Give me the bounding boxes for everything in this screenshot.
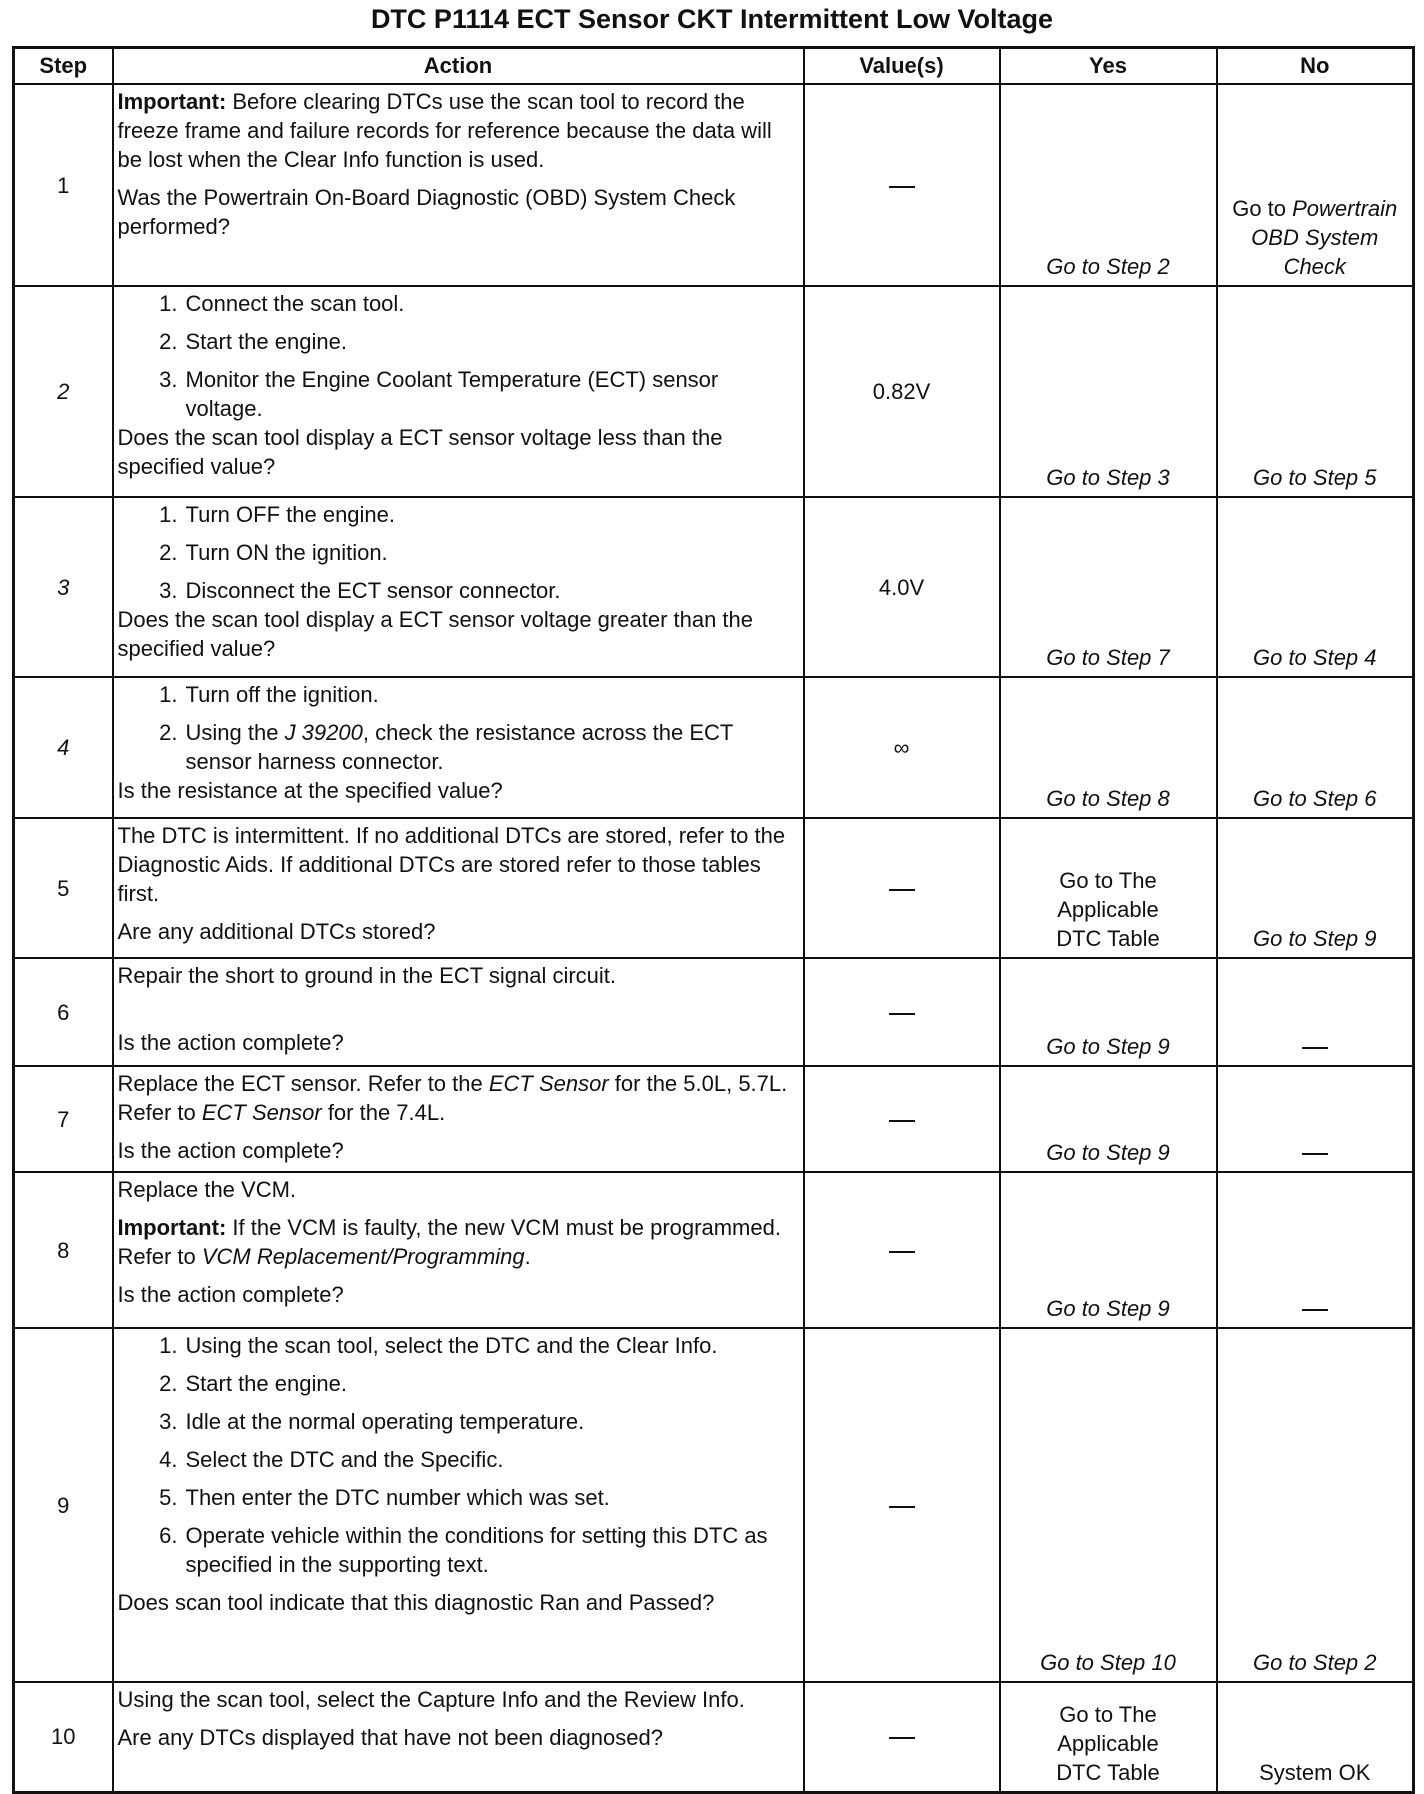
step-number: 3	[14, 497, 113, 677]
yes-cell: Go to Step 9	[1000, 1066, 1217, 1172]
table-row	[14, 1682, 1414, 1792]
action-steps	[118, 500, 799, 605]
action-cell	[113, 84, 804, 286]
table-row	[14, 958, 1414, 1066]
table-row	[14, 497, 1414, 677]
yes-cell: Go to The Applicable DTC Table	[1000, 818, 1217, 958]
value-cell: 0.82V	[804, 286, 1000, 497]
table-row	[14, 677, 1414, 818]
no-cell: Go to Powertrain OBD System Check	[1217, 84, 1414, 286]
action-question: Does the scan tool display a ECT sensor voltage less than the specified value?	[117, 425, 723, 479]
action-question: Is the action complete?	[117, 1138, 344, 1163]
action-question: Does scan tool indicate that this diagnostic Ran and Passed?	[117, 1590, 715, 1615]
no-cell	[1217, 1172, 1414, 1328]
no-cell: Go to Step 9	[1217, 818, 1414, 958]
empty-dash	[889, 1251, 915, 1253]
value-cell: ∞	[804, 677, 1000, 818]
empty-dash	[1302, 1047, 1328, 1049]
action-text: Replace the VCM.	[117, 1177, 297, 1202]
value-cell: 4.0V	[804, 497, 1000, 677]
empty-dash	[889, 1737, 915, 1739]
value-cell	[804, 1682, 1000, 1792]
list-item: 4. Select the DTC and the Specific.	[159, 1447, 504, 1472]
table-row	[14, 1172, 1414, 1328]
empty-dash	[1302, 1153, 1328, 1155]
step-number: 2	[14, 286, 113, 497]
no-cell: Go to Step 2	[1217, 1328, 1414, 1682]
header-action: Action	[113, 48, 804, 85]
action-cell	[113, 677, 804, 818]
header-yes: Yes	[1000, 48, 1217, 85]
action-steps	[118, 289, 799, 423]
action-cell	[113, 1682, 804, 1792]
tool-name: J 39200	[284, 720, 363, 745]
action-text: Important: Before clearing DTCs use the scan tool to record the freeze frame and failure records for reference because the data will be lost when the Clear Info function is used.	[117, 89, 772, 172]
list-item: 2. Using the J 39200, check the resistance across the ECT sensor harness connector.	[159, 720, 733, 774]
value-cell	[804, 818, 1000, 958]
action-text: Replace the ECT sensor. Refer to the ECT Sensor for the 5.0L, 5.7L. Refer to ECT Sensor for the 7.4L.	[117, 1071, 788, 1125]
action-question: Are any DTCs displayed that have not been diagnosed?	[117, 1725, 663, 1750]
important-label: Important:	[117, 89, 227, 114]
list-item: 1. Using the scan tool, select the DTC and the Clear Info.	[159, 1333, 718, 1358]
action-question: Was the Powertrain On-Board Diagnostic (OBD) System Check performed?	[117, 185, 736, 239]
empty-dash	[889, 1506, 915, 1508]
yes-cell: Go to The Applicable DTC Table	[1000, 1682, 1217, 1792]
empty-dash	[889, 889, 915, 891]
action-steps	[118, 680, 799, 776]
table-row	[14, 84, 1414, 286]
header-step: Step	[14, 48, 113, 85]
action-cell	[113, 1328, 804, 1682]
table-row	[14, 1066, 1414, 1172]
list-item: 3. Idle at the normal operating temperature.	[159, 1409, 585, 1434]
no-cell: Go to Step 5	[1217, 286, 1414, 497]
action-question: Is the resistance at the specified value?	[117, 778, 503, 803]
header-no: No	[1217, 48, 1414, 85]
step-number: 5	[14, 818, 113, 958]
header-values: Value(s)	[804, 48, 1000, 85]
action-text: The DTC is intermittent. If no additional DTCs are stored, refer to the Diagnostic Aids. If additional DTCs are stored refer to those tables first.	[117, 823, 786, 906]
table-row	[14, 1328, 1414, 1682]
list-item: 2. Start the engine.	[159, 1371, 347, 1396]
list-item: 1. Connect the scan tool.	[159, 291, 405, 316]
value-cell	[804, 1172, 1000, 1328]
action-text: Using the scan tool, select the Capture Info and the Review Info.	[117, 1687, 745, 1712]
important-label: Important:	[117, 1215, 227, 1240]
diagnostic-table	[12, 46, 1415, 1794]
empty-dash	[889, 1120, 915, 1122]
page-title: DTC P1114 ECT Sensor CKT Intermittent Low Voltage	[370, 4, 1054, 34]
list-item: 6. Operate vehicle within the conditions for setting this DTC as specified in the supporting text.	[159, 1523, 768, 1577]
no-cell: Go to Step 6	[1217, 677, 1414, 818]
action-question: Are any additional DTCs stored?	[117, 919, 436, 944]
list-item: 5. Then enter the DTC number which was set.	[159, 1485, 610, 1510]
action-cell	[113, 958, 804, 1066]
empty-dash	[889, 186, 915, 188]
no-cell	[1217, 1066, 1414, 1172]
table-row	[14, 818, 1414, 958]
list-item: 3. Disconnect the ECT sensor connector.	[159, 578, 561, 603]
action-note: Important: If the VCM is faulty, the new VCM must be programmed. Refer to VCM Replacement/Programming.	[117, 1215, 781, 1269]
step-number: 10	[14, 1682, 113, 1792]
list-item: 2. Turn ON the ignition.	[159, 540, 388, 565]
list-item: 2. Start the engine.	[159, 329, 347, 354]
value-cell	[804, 84, 1000, 286]
empty-dash	[1302, 1309, 1328, 1311]
yes-cell: Go to Step 9	[1000, 958, 1217, 1066]
action-cell	[113, 286, 804, 497]
step-number: 6	[14, 958, 113, 1066]
step-number: 8	[14, 1172, 113, 1328]
yes-cell: Go to Step 2	[1000, 84, 1217, 286]
value-cell	[804, 1066, 1000, 1172]
action-cell	[113, 1066, 804, 1172]
action-cell	[113, 818, 804, 958]
value-cell	[804, 958, 1000, 1066]
step-number: 9	[14, 1328, 113, 1682]
step-number: 4	[14, 677, 113, 818]
action-question: Does the scan tool display a ECT sensor voltage greater than the specified value?	[117, 607, 754, 661]
table-row	[14, 286, 1414, 497]
no-cell: System OK	[1217, 1682, 1414, 1792]
step-number: 1	[14, 84, 113, 286]
yes-cell: Go to Step 9	[1000, 1172, 1217, 1328]
value-cell	[804, 1328, 1000, 1682]
no-cell	[1217, 958, 1414, 1066]
action-question: Is the action complete?	[117, 1030, 344, 1055]
no-cell: Go to Step 4	[1217, 497, 1414, 677]
action-cell	[113, 497, 804, 677]
yes-cell: Go to Step 3	[1000, 286, 1217, 497]
action-question: Is the action complete?	[117, 1282, 344, 1307]
step-number: 7	[14, 1066, 113, 1172]
yes-cell: Go to Step 10	[1000, 1328, 1217, 1682]
action-cell	[113, 1172, 804, 1328]
action-text: Repair the short to ground in the ECT signal circuit.	[117, 963, 617, 988]
list-item: 1. Turn OFF the engine.	[159, 502, 396, 527]
yes-cell: Go to Step 7	[1000, 497, 1217, 677]
action-steps	[118, 1331, 799, 1579]
list-item: 3. Monitor the Engine Coolant Temperature (ECT) sensor voltage.	[159, 367, 719, 421]
header-row	[14, 48, 1414, 85]
list-item: 1. Turn off the ignition.	[159, 682, 379, 707]
yes-cell: Go to Step 8	[1000, 677, 1217, 818]
empty-dash	[889, 1013, 915, 1015]
